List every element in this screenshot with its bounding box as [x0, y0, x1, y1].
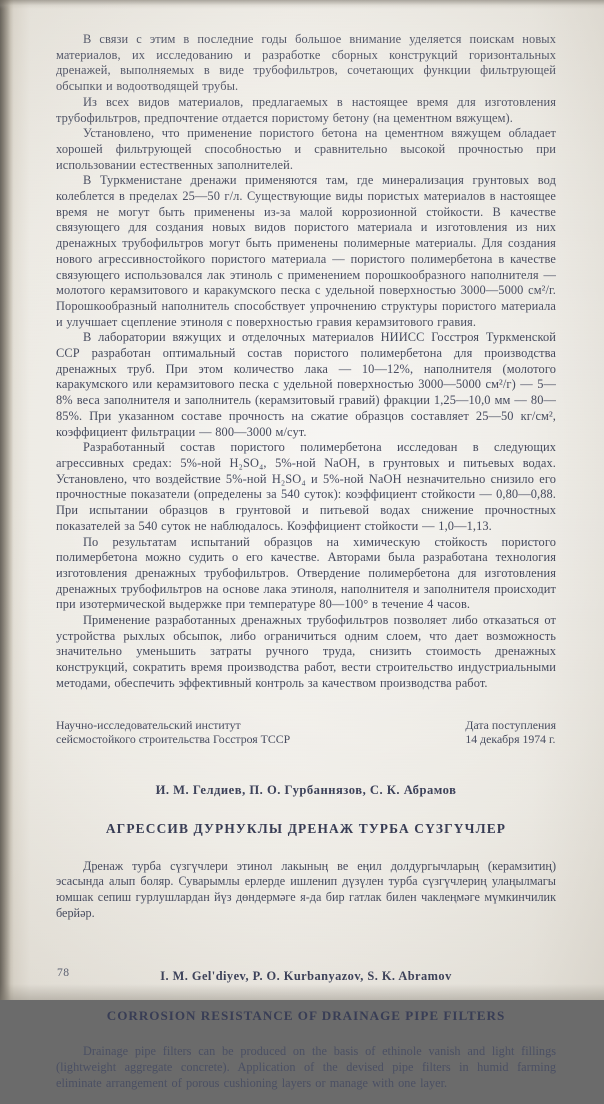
affiliation-line-1: Научно-исследовательский институт: [56, 717, 241, 732]
affiliation-line-2: сейсмостойкого строительства Госстроя ТССР: [56, 732, 291, 747]
turkmen-authors: И. М. Гелдиев, П. О. Гурбаннязов, С. К. Абрамов: [155, 782, 457, 797]
page-number: 78: [57, 966, 70, 979]
affiliation: [56, 718, 356, 747]
body-paragraph: Разработанный состав пористого полимербетона исследован в следующих агрессивных средах: 5%-ной H₂SO₄, 5%-ной NaOH, в грунтовых и питьевых водах. Установлено, что воздействие 5%-ной H₂SO₄ и 5%-ной NaOH незначительно снизило его прочностные показатели (определены за 540 суток): коэффициент стойкости — 0,80—0,88. При испытании образцов в грунтовой и питьевой водах снижение прочностных показателей за 540 суток не наблюдалось. Коэффициент стойкости — 1,0—1,13.: [56, 440, 556, 533]
english-title: CORROSION RESISTANCE OF DRAINAGE PIPE FILTERS: [106, 1008, 506, 1024]
body-paragraph: В Туркменистане дренажи применяются там, где минерализация грунтовых вод колеблется в пределах 25—50 г/л. Существующие виды пористых материалов в настоящее время не могут быть применены из-за малой коррозионной стойкости. В качестве связующего для создания новых видов пористого материала и изготовления из них дренажных трубофильтров могут быть применены полимерные материалы. Для создания нового агрессивностойкого пористого материала — пористого полимербетона в качестве связующего использовался лак этиноль с применением порошкообразного наполнителя — молотого керамзитового и каракумского песка с удельной поверхностью 3000—5000 см²/г. Порошкообразный наполнитель способствует упрочнению структуры пористого материала и улучшает сцепление этиноля с поверхностью гравия керамзитового гравия.: [56, 173, 556, 329]
text-column: [56, 32, 556, 1104]
received-date: [465, 718, 556, 747]
body-paragraph: Установлено, что применение пористого бетона на цементном вяжущем обладает хорошей фильтрующей способностью и сравнительно высокой прочностью при использовании естественных заполнителей.: [56, 126, 556, 172]
body-paragraph: Применение разработанных дренажных трубофильтров позволяет либо отказаться от устройства рыхлых обсыпок, либо ограничиться одним слоем, что дает возможность значительно уменьшить затраты ручного труда, снизить стоимость дренажных конструкций, сократить время производства работ, вести строительство индустриальными методами, обеспечить эффективный контроль за качеством производства работ.: [56, 613, 556, 690]
turkmen-title: АГРЕССИВ ДУРНУКЛЫ ДРЕНАЖ ТУРБА СҮЗГҮЧЛЕР: [105, 820, 507, 836]
turkmen-abstract: Дренаж турба сүзгүчлери этинол лакының ве еңил долдургычларың (керамзитиң) эсасында алып боляр. Суварымлы ерлерде ишленип дүзүлен турба сүзгүчлериң улаңылмагы юмшак сепиш гурлушлардан йүз дөндермәге я-да бир гатлак билен чаклеңмәге мүмкинчилик берйәр.: [56, 858, 556, 920]
english-authors: I. M. Gel'diyev, P. O. Kurbanyazov, S. K. Abramov: [160, 969, 452, 984]
affiliation-and-date-block: [56, 718, 556, 747]
body-paragraph: В связи с этим в последние годы большое внимание уделяется поискам новых материалов, их исследованию и разработке сборных конструкций горизонтальных дренажей, выполняемых в виде трубофильтров, сочетающих функции фильтрующей обсыпки и водоотводящей трубы.: [56, 32, 556, 94]
received-date-label: Дата поступления: [465, 717, 556, 732]
received-date-value: 14 декабря 1974 г.: [465, 732, 556, 747]
body-paragraph: В лаборатории вяжущих и отделочных материалов НИИСС Госстроя Туркменской ССР разработан оптимальный состав пористого полимербетона для производства дренажных труб. При этом количество лака — 10—12%, наполнителя (молотого каракумского или керамзитового песка с удельной поверхностью 3000—5000 см²/г) — 5—8% веса заполнителя и заполнитель (керамзитовый гравий) фракции 1,25—10,0 мм — 80—85%. При указанном составе прочность на сжатие образцов составляет 25—50 кг/см², коэффициент фильтрации — 800—3000 м/сут.: [56, 330, 556, 439]
english-abstract: Drainage pipe filters can be produced on the basis of ethinole vanish and light fillings (lightweight aggregate concrete). Application of the devised pipe filters in humid farming eliminate arrangement of porous cushioning layers or manage with one layer.: [56, 1044, 556, 1090]
body-paragraph: По результатам испытаний образцов на химическую стойкость пористого полимербетона можно судить о его качестве. Авторами была разработана технология изготовления дренажных трубофильтров. Отвердение полимербетона для изготовления дренажных трубофильтров на основе лака этиноля, наполнителя и заполнителя происходит при изотермической выдержке при температуре 80—100° в течение 4 часов.: [56, 534, 556, 612]
body-paragraph: Из всех видов материалов, предлагаемых в настоящее время для изготовления трубофильтров, предпочтение отдается пористому бетону (на цементном вяжущем).: [56, 94, 556, 125]
